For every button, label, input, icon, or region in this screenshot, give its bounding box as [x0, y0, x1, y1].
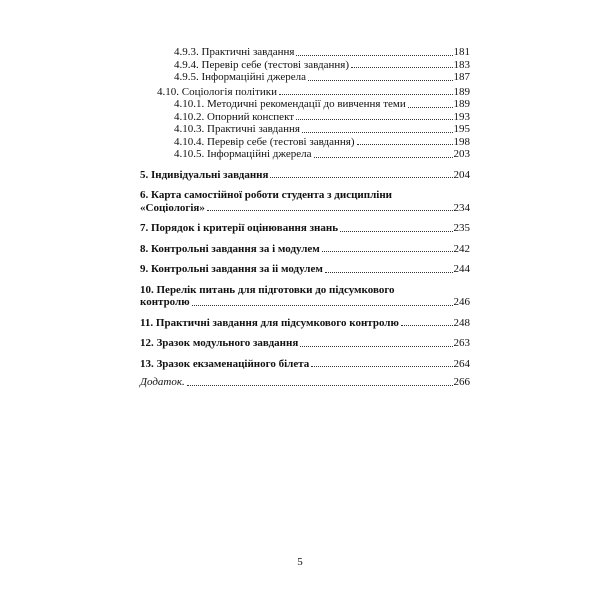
toc-entry-label: 4.10.4. Перевір себе (тестові завдання)	[174, 135, 355, 148]
toc-entry-label-line1: 10. Перелік питань для підготовки до підсумкового	[140, 283, 395, 296]
toc-entry-label-line2: «Соціологія»	[140, 201, 205, 214]
toc-leader-dots	[187, 385, 453, 386]
toc-entry-label: 12. Зразок модульного завдання	[140, 337, 299, 349]
toc-leader-dots	[300, 346, 452, 347]
toc-leader-dots	[308, 80, 453, 81]
toc-leader-dots	[279, 94, 453, 95]
toc-entry-label-line2: контролю	[140, 296, 190, 308]
toc-page-number: 189	[453, 98, 470, 110]
toc-entry[interactable]	[140, 136, 470, 149]
toc-leader-dots	[351, 67, 453, 68]
toc-leader-dots	[192, 305, 453, 306]
toc-entry-label: 8. Контрольні завдання за і модулем	[140, 242, 320, 255]
toc-leader-dots	[325, 272, 453, 273]
toc-page-number: 263	[453, 337, 470, 349]
toc-entry-label: 7. Порядок і критерії оцінювання знань	[140, 222, 339, 234]
toc-entry[interactable]	[140, 376, 470, 389]
toc-page-number: 248	[453, 316, 470, 329]
toc-leader-dots	[357, 144, 453, 145]
toc-entry[interactable]	[140, 243, 470, 256]
toc-entry[interactable]	[140, 337, 470, 350]
toc-entry-label: 4.9.3. Практичні завдання	[174, 46, 295, 58]
toc-page-number: 235	[453, 222, 470, 234]
toc-entry[interactable]	[140, 46, 470, 59]
toc-page-number: 183	[453, 58, 470, 71]
toc-leader-dots	[302, 132, 453, 133]
toc-entry-label: 4.9.5. Інформаційні джерела	[174, 71, 306, 83]
toc-leader-dots	[296, 119, 452, 120]
toc-entry[interactable]	[140, 111, 470, 124]
toc-entry-label: Додаток.	[140, 376, 185, 388]
toc-entry-label-line1: 6. Карта самостійної роботи студента з дисципліни	[140, 189, 392, 201]
toc-page-number: 242	[453, 242, 470, 255]
toc-entry-label: 4.10. Соціологія політики	[157, 85, 277, 98]
toc-entry-label: 5. Індивідуальні завдання	[140, 168, 269, 181]
toc-leader-dots	[207, 210, 453, 211]
toc-entry[interactable]	[140, 71, 470, 84]
toc-page-number: 264	[453, 357, 470, 370]
table-of-contents	[140, 46, 470, 389]
toc-leader-dots	[340, 231, 452, 232]
toc-page-number: 266	[453, 376, 470, 388]
toc-page-number: 189	[453, 85, 470, 98]
toc-entry[interactable]	[140, 263, 470, 276]
toc-page-number: 187	[453, 71, 470, 83]
toc-entry[interactable]	[140, 123, 470, 136]
toc-entry-label: 4.10.3. Практичні завдання	[174, 123, 300, 135]
toc-leader-dots	[270, 177, 452, 178]
toc-entry[interactable]	[140, 169, 470, 182]
toc-entry[interactable]	[140, 358, 470, 371]
toc-page-number: 181	[453, 46, 470, 58]
toc-entry[interactable]	[140, 86, 470, 99]
toc-entry[interactable]	[140, 284, 470, 309]
toc-page-number: 234	[453, 201, 470, 214]
toc-page-number: 246	[453, 296, 470, 308]
toc-leader-dots	[401, 325, 453, 326]
toc-entry-label: 9. Контрольні завдання за іі модулем	[140, 263, 323, 275]
toc-entry-label: 13. Зразок екзаменаційного білета	[140, 357, 310, 370]
toc-entry[interactable]	[140, 317, 470, 330]
toc-page-number: 193	[453, 110, 470, 123]
toc-entry-label: 4.10.1. Методичні рекомендації до вивчення теми	[174, 98, 406, 110]
toc-entry-label: 4.9.4. Перевір себе (тестові завдання)	[174, 58, 349, 71]
toc-entry[interactable]	[140, 222, 470, 235]
toc-page-number: 203	[453, 148, 470, 160]
toc-entry[interactable]	[140, 148, 470, 161]
toc-leader-dots	[311, 366, 452, 367]
toc-page-number: 195	[453, 123, 470, 135]
toc-page-number: 204	[453, 168, 470, 181]
toc-leader-dots	[314, 157, 453, 158]
toc-page-number: 244	[453, 263, 470, 275]
toc-entry-label: 4.10.2. Опорний конспект	[174, 110, 295, 123]
toc-entry[interactable]	[140, 98, 470, 111]
toc-entry-label: 11. Практичні завдання для підсумкового контролю	[140, 316, 399, 329]
toc-leader-dots	[408, 107, 453, 108]
page-number-footer: 5	[297, 556, 303, 568]
toc-entry-label: 4.10.5. Інформаційні джерела	[174, 148, 312, 160]
toc-entry[interactable]	[140, 59, 470, 72]
toc-leader-dots	[322, 251, 453, 252]
toc-page-number: 198	[453, 135, 470, 148]
toc-leader-dots	[296, 55, 452, 56]
toc-entry[interactable]	[140, 189, 470, 214]
